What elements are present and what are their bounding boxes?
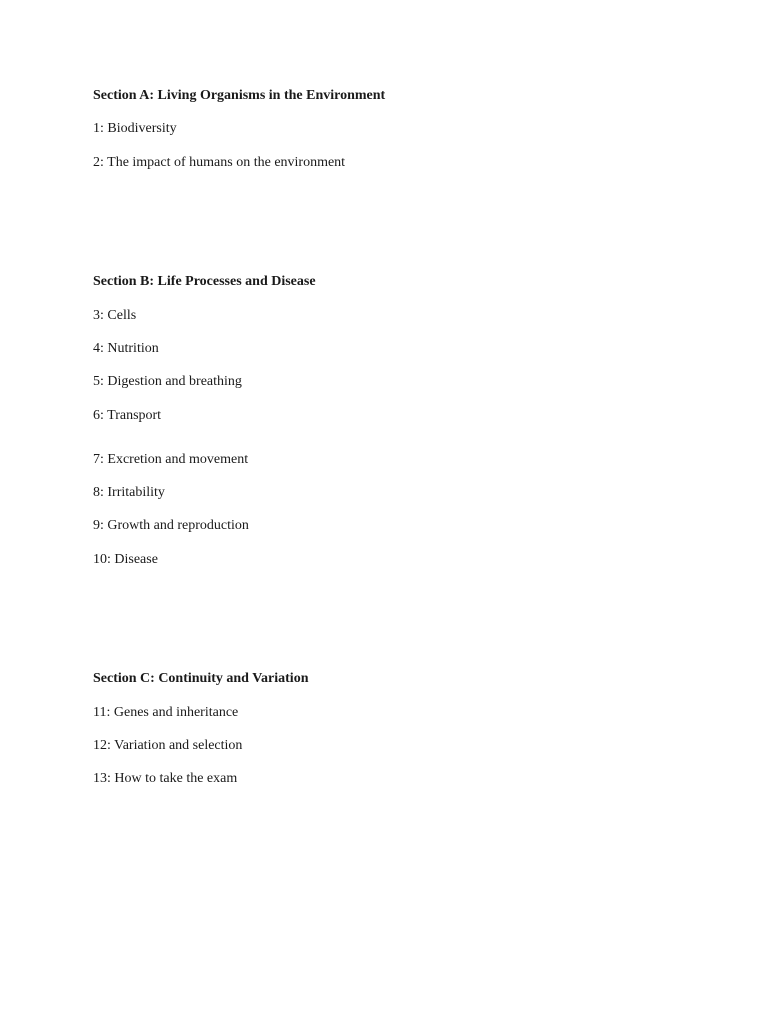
list-item: 7: Excretion and movement — [93, 452, 249, 467]
list-item: 12: Variation and selection — [93, 738, 243, 753]
list-item: 5: Digestion and breathing — [93, 374, 242, 389]
section-c-heading: Section C: Continuity and Variation — [93, 671, 309, 686]
list-item: 13: How to take the exam — [93, 771, 238, 786]
list-item: 11: Genes and inheritance — [93, 705, 239, 720]
list-item: 9: Growth and reproduction — [93, 518, 249, 533]
section-a-heading: Section A: Living Organisms in the Environment — [93, 88, 386, 103]
list-item: 1: Biodiversity — [93, 121, 177, 136]
list-item: 4: Nutrition — [93, 341, 159, 356]
list-item: 10: Disease — [93, 552, 158, 567]
list-item: 6: Transport — [93, 408, 162, 423]
list-item: 3: Cells — [93, 308, 137, 323]
list-item: 8: Irritability — [93, 485, 165, 500]
section-b-heading: Section B: Life Processes and Disease — [93, 274, 316, 289]
list-item: 2: The impact of humans on the environment — [93, 155, 346, 170]
